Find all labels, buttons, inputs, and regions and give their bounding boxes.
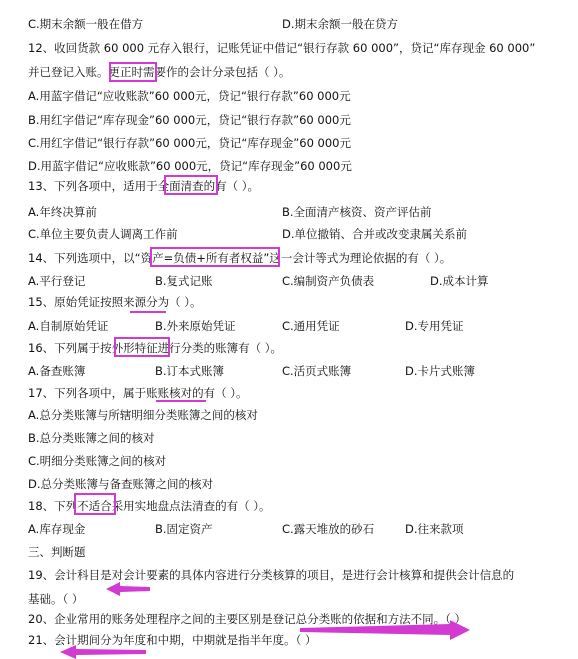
q13-option-b: B.全面清产核资、资产评估前: [282, 205, 432, 219]
section-heading: 三、判断题: [28, 545, 86, 559]
q17-option-a: A.总分类账簿与所辖明细分类账簿之间的核对: [28, 408, 258, 422]
q18-stem: 18、下列不适合采用实地盘点法清查的有（ ）。: [28, 499, 271, 513]
q11-option-c: C.期末余额一般在借方: [28, 17, 144, 31]
q19-stem-line2: 基础。（ ）: [28, 592, 84, 606]
q17-option-d: D.总分类账簿与备查账簿之间的核对: [28, 477, 214, 491]
q15-stem: 15、原始凭证按照来源分为（ ）。: [28, 295, 202, 309]
q16-stem: 16、下列属于按外形特征进行分类的账簿有（ ）。: [28, 341, 283, 355]
q13-option-d: D.单位撤销、合并或改变隶属关系前: [282, 227, 468, 241]
q17-option-c: C.明细分类账簿之间的核对: [28, 454, 167, 468]
q20-stem: 20、企业常用的账务处理程序之间的主要区别是登记总分类账的依据和方法不同。（ ）: [28, 612, 467, 626]
arrow-right-icon: [300, 620, 470, 640]
q13-option-c: C.单位主要负责人调离工作前: [28, 227, 178, 241]
arrow-left-icon: [106, 582, 150, 596]
q15-option-c: C.通用凭证: [282, 319, 340, 333]
underline-q15: [130, 311, 166, 313]
q15-option-a: A.自制原始凭证: [28, 319, 109, 333]
q12-option-d: D.用蓝字借记“应收账款”60 000元，贷记“库存现金”60 000元: [28, 159, 352, 173]
q18-option-c: C.露天堆放的砂石: [282, 522, 375, 536]
q16-option-a: A.备查账簿: [28, 364, 86, 378]
q19-stem-line1: 19、会计科目是对会计要素的具体内容进行分类核算的项目，是进行会计核算和提供会计信息的: [28, 568, 515, 582]
q15-option-b: B.外来原始凭证: [155, 319, 236, 333]
q16-option-d: D.卡片式账簿: [405, 364, 476, 378]
q15-option-d: D.专用凭证: [405, 319, 464, 333]
q13-option-a: A.年终决算前: [28, 205, 97, 219]
q17-stem: 17、下列各项中，属于账账核对的有（ ）。: [28, 386, 248, 400]
q17-option-b: B.总分类账簿之间的核对: [28, 431, 155, 445]
q14-option-b: B.复式记账: [155, 274, 213, 288]
underline-q17: [156, 400, 206, 402]
q14-stem: 14、下列选项中，以“资产=负债+所有者权益”这一会计等式为理论依据的有（ ）。: [28, 251, 452, 265]
q12-option-c: C.用红字借记“银行存款”60 000元，贷记“库存现金”60 000元: [28, 136, 351, 150]
q16-option-b: B.订本式账簿: [155, 364, 225, 378]
q12-stem-line1: 12、收回货款 60 000 元存入银行，记账凭证中借记“银行存款 60 000”，贷记“库存现金 60 000”: [28, 41, 536, 55]
q14-option-a: A.平行登记: [28, 274, 86, 288]
q21-stem: 21、会计期间分为年度和中期，中期就是指半年度。（ ）: [28, 633, 317, 647]
q18-option-a: A.库存现金: [28, 522, 86, 536]
arrow-left-icon-bottom: [60, 645, 146, 659]
q18-option-b: B.固定资产: [155, 522, 213, 536]
q11-option-d: D.期末余额一般在贷方: [282, 17, 399, 31]
q12-option-a: A.用蓝字借记“应收账款”60 000元，贷记“银行存款”60 000元: [28, 89, 351, 103]
q12-stem-line2: 并已登记入账。更正时需要作的会计分录包括（ ）。: [28, 65, 291, 79]
q14-option-c: C.编制资产负债表: [282, 274, 375, 288]
q13-stem: 13、下列各项中，适用于全面清查的有（ ）。: [28, 179, 260, 193]
q18-option-d: D.往来款项: [405, 522, 464, 536]
q16-option-c: C.活页式账簿: [282, 364, 352, 378]
q14-option-d: D.成本计算: [430, 274, 489, 288]
q12-option-b: B.用红字借记“库存现金”60 000元，贷记“银行存款”60 000元: [28, 113, 351, 127]
